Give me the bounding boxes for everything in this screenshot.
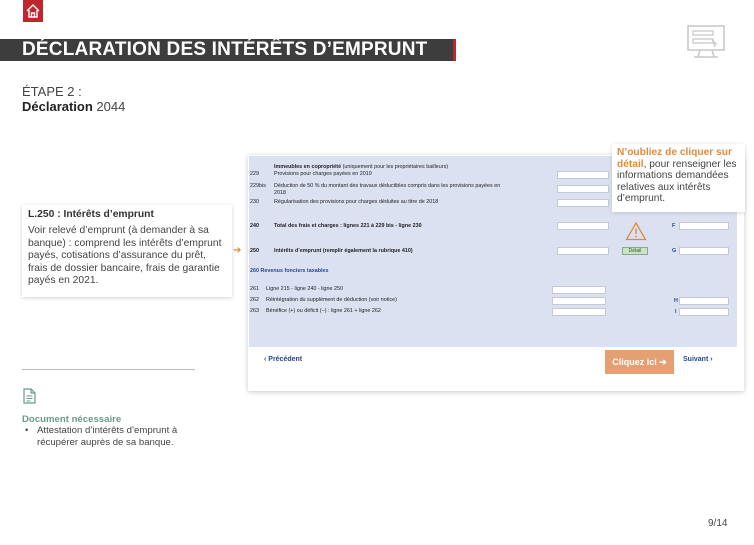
row-code: 250	[250, 248, 259, 254]
title-accent	[453, 39, 456, 61]
field-letter: H	[674, 298, 678, 304]
step-subtitle	[22, 99, 125, 114]
document-icon	[22, 388, 36, 404]
field-letter: G	[672, 248, 677, 254]
right-callout-highlight: N’oubliez de cliquer sur détail	[617, 147, 732, 170]
section-heading	[274, 164, 448, 170]
row-label: Déduction de 50 % du montant des travaux déductibles compris dans les provisions payées en	[274, 183, 501, 189]
row-code: 229	[250, 171, 259, 177]
warning-icon	[625, 221, 647, 241]
row-label: Bénéfice (+) ou déficit (−) : ligne 261 + ligne 262	[266, 308, 381, 314]
home-badge[interactable]	[23, 0, 43, 22]
row-label: Total des frais et charges : lignes 221 à 229 bis - ligne 230	[274, 223, 422, 229]
left-callout-body: Voir relevé d’emprunt (à demander à sa banque) : comprend les intérêts d’emprunt payés, cotisations d’assurance du prêt, frais de dossier bancaire, frais de garantie payés en 2021.	[28, 225, 222, 287]
step-bold: Déclaration	[22, 99, 93, 114]
click-here-button[interactable]: Cliquez ici ➔	[605, 350, 674, 374]
field-letter: F	[672, 223, 676, 229]
left-callout-title: L.250 : Intérêts d’emprunt	[28, 209, 154, 220]
row-label: Ligne 215 - ligne 240 - ligne 250	[266, 286, 344, 292]
divider	[22, 369, 195, 370]
arrow-right-icon: ➔	[233, 245, 242, 256]
row-code: 262	[250, 297, 259, 303]
step-rest: 2044	[92, 99, 126, 114]
right-callout	[612, 144, 745, 212]
input-229[interactable]	[557, 171, 609, 179]
input-262-h[interactable]	[679, 297, 729, 305]
input-240[interactable]	[557, 222, 609, 230]
page-number: 9/14	[708, 518, 728, 529]
section-title: Immeubles en copropriété	[274, 164, 342, 170]
bullet: •	[25, 425, 29, 436]
section-note: (uniquement pour les propriétaires bailleurs)	[341, 164, 449, 170]
row-code: 229bis	[250, 183, 266, 189]
row-label: Réintégration du supplément de déduction (voir notice)	[266, 297, 397, 303]
input-230[interactable]	[557, 199, 609, 207]
row-label: Intérêts d’emprunt (remplir également la rubrique 410)	[274, 248, 413, 254]
row-code: 240	[250, 223, 259, 229]
right-callout-text: , pour renseigner les informations demandées relatives aux intérêts d’emprunt.	[617, 158, 737, 205]
row-code: 263	[250, 308, 259, 314]
input-250-g[interactable]	[679, 247, 729, 255]
detail-button[interactable]: Détail	[622, 247, 648, 255]
document-item: Attestation d’intérêts d’emprunt à récupérer auprès de sa banque.	[37, 425, 178, 448]
row-code: 230	[250, 199, 259, 205]
input-261[interactable]	[552, 286, 606, 294]
input-240-f[interactable]	[679, 222, 729, 230]
row-label: Régularisation des provisions pour charges déduites au titre de 2018	[274, 199, 439, 205]
left-callout	[22, 205, 232, 297]
home-icon	[23, 0, 43, 22]
input-262[interactable]	[552, 297, 606, 305]
input-250[interactable]	[557, 247, 609, 255]
row-label: Provisions pour charges payées en 2019	[274, 171, 372, 177]
row-code: 261	[250, 286, 259, 292]
input-229bis[interactable]	[557, 185, 609, 193]
document-title: Document nécessaire	[22, 414, 122, 425]
previous-link[interactable]: ‹ Précédent	[264, 356, 303, 363]
page-title: DÉCLARATION DES INTÉRÊTS D’EMPRUNT	[0, 39, 453, 61]
next-link[interactable]: Suivant ›	[683, 356, 713, 363]
computer-form-icon	[682, 20, 730, 62]
field-letter: I	[675, 309, 677, 315]
step-label: ÉTAPE 2 :	[22, 84, 82, 99]
row-label-cont: 2018	[274, 190, 286, 196]
input-263-i[interactable]	[679, 308, 729, 316]
input-263[interactable]	[552, 308, 606, 316]
revenus-heading: 260 Revenus fonciers taxables	[250, 268, 329, 274]
